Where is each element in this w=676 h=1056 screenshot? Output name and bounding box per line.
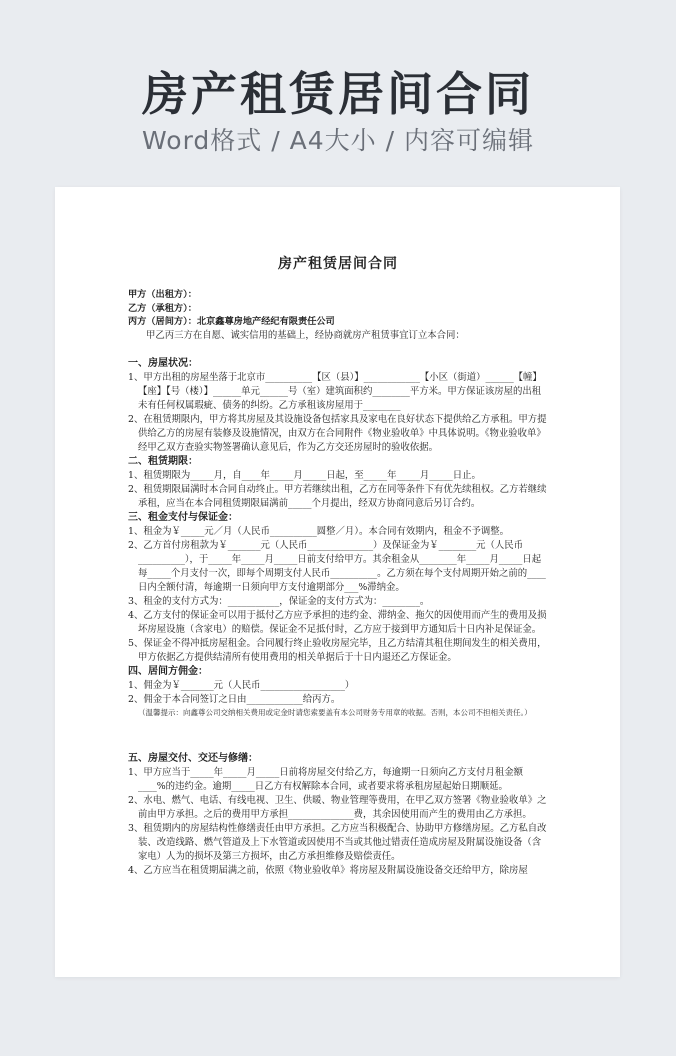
- section-heading-property: 一、房屋状况：: [128, 357, 198, 369]
- party-a-line: 甲方（出租方）：: [128, 289, 197, 300]
- clause-1-2: 2、在租赁期限内，甲方将其房屋及其设施设备包括家具及家电在良好状态下提供给乙方承租。甲方提供给乙方的房屋有装修及设施情况，由双方在合同附件《物业验收单》中具体说明。《物业验收单》经甲乙双方查验实物签署确认意见后，作为乙方交还房屋时的验收依据。: [128, 413, 547, 453]
- page-subtitle: Word格式 / A4大小 / 内容可编辑: [142, 126, 534, 155]
- party-b-line: 乙方（承租方）：: [128, 302, 197, 314]
- clause-3-4: 4、乙方支付的保证金可以用于抵付乙方应予承担的违约金、滞纳金、拖欠的因使用而产生的费用及损坏房屋设施（含家电）的赔偿。保证金不足抵付时，乙方应于接到甲方通知后十日内补足保证金。: [128, 609, 547, 635]
- clause-5-4: 4、乙方应当在租赁期届满之前，依照《物业验收单》将房屋及附属设施设备交还给甲方，除房屋: [128, 864, 528, 876]
- clause-3-3: 3、租金的支付方式为：___________，保证金的支付方式为：________。: [128, 595, 430, 607]
- section-spacer: [128, 718, 548, 752]
- section-heading-commission: 四、居间方佣金：: [128, 665, 208, 677]
- clause-5-2: 2、水电、燃气、电话、有线电视、卫生、供暖、物业管理等费用，在甲乙双方签署《物业验收单》之前由甲方承担。之后的费用甲方承担______________费，其余因使用而产生的费用由乙方承担。: [128, 794, 547, 820]
- section-heading-rent: 三、租金支付与保证金：: [128, 511, 238, 523]
- clause-1-1: 1、甲方出租的房屋坐落于北京市__________【区（县）】____________【小区（街道）______【幢】【座】【号（楼）】______单元______号（室）建筑面积约________平方米。甲方保证该房屋的出租未有任何权属瑕疵、债务的纠纷。乙方承租该房屋用于________: [128, 371, 542, 411]
- document-body: [128, 255, 548, 878]
- clause-2-1: 1、租赁期限为_____月，自____年_____月_____日起，至_____年_____月_____日止。: [128, 469, 481, 481]
- warm-tip-note: （温馨提示：向鑫尊公司交纳相关费用或定金时请您索要盖有本公司财务专用章的收据。否则，本公司不担相关责任。）: [138, 707, 532, 717]
- document-title: 房产租赁居间合同: [278, 256, 398, 272]
- clause-5-1: 1、甲方应当于_____年_____月_____日前将房屋交付给乙方，每逾期一日须向乙方支付月租金额____%的违约金。逾期_____日乙方有权解除本合同，或者要求将承租房屋起始日期顺延。: [128, 766, 524, 792]
- clause-3-5: 5、保证金不得冲抵房屋租金。合同履行终止验收房屋完毕，且乙方结清其租住期间发生的相关费用，甲方依据乙方提供结清所有使用费用的相关单据后于十日内退还乙方保证金。: [128, 637, 547, 663]
- page-title: 房产租赁居间合同: [142, 67, 534, 121]
- document-page: [55, 187, 620, 977]
- clause-4-1: 1、佣金为￥_______元（人民币__________________）: [128, 679, 355, 691]
- clause-3-1: 1、租金为￥_____元／月（人民币__________圆整／月）。本合同有效期内，租金不予调整。: [128, 525, 509, 537]
- preamble: 甲乙丙三方在自愿、诚实信用的基础上，经协商就房产租赁事宜订立本合同：: [146, 329, 465, 341]
- clause-3-2: 2、乙方首付房租款为￥_______元（人民币______________）及保证金为￥________元（人民币__________），于_____年_____月_____日前支付给甲方。其余租金从________年_____月_____日起每_____个月支付一次，即每个周期支付人民币__________。乙方须在每个支付周期开始之前的____日内全额付清，每逾期一日须向甲方支付逾期部分___%滞纳金。: [128, 539, 546, 593]
- party-c-line: 丙方（居间方）：北京鑫尊房地产经纪有限责任公司: [128, 316, 335, 327]
- clause-2-2: 2、租赁期限届满时本合同自动终止。甲方若继续出租，乙方在同等条件下有优先续租权。乙方若继续承租，应当在本合同租赁期限届满前_____个月提出，经双方协商同意后另订合约。: [128, 483, 547, 509]
- section-heading-term: 二、租赁期限：: [128, 455, 198, 467]
- clause-5-3: 3、租赁期内的房屋结构性修缮责任由甲方承担。乙方应当积极配合、协助甲方修缮房屋。乙方私自改装、改造线路、燃气管道及上下水管道或因使用不当或其他过错责任造成房屋及附属设施设备（含家电）人为的损坏及第三方损坏，由乙方承担维修及赔偿责任。: [128, 822, 547, 862]
- clause-4-2: 2、佣金于本合同签订之日由____________给丙方。: [128, 693, 341, 705]
- section-heading-delivery: 五、房屋交付、交还与修缮：: [128, 752, 258, 764]
